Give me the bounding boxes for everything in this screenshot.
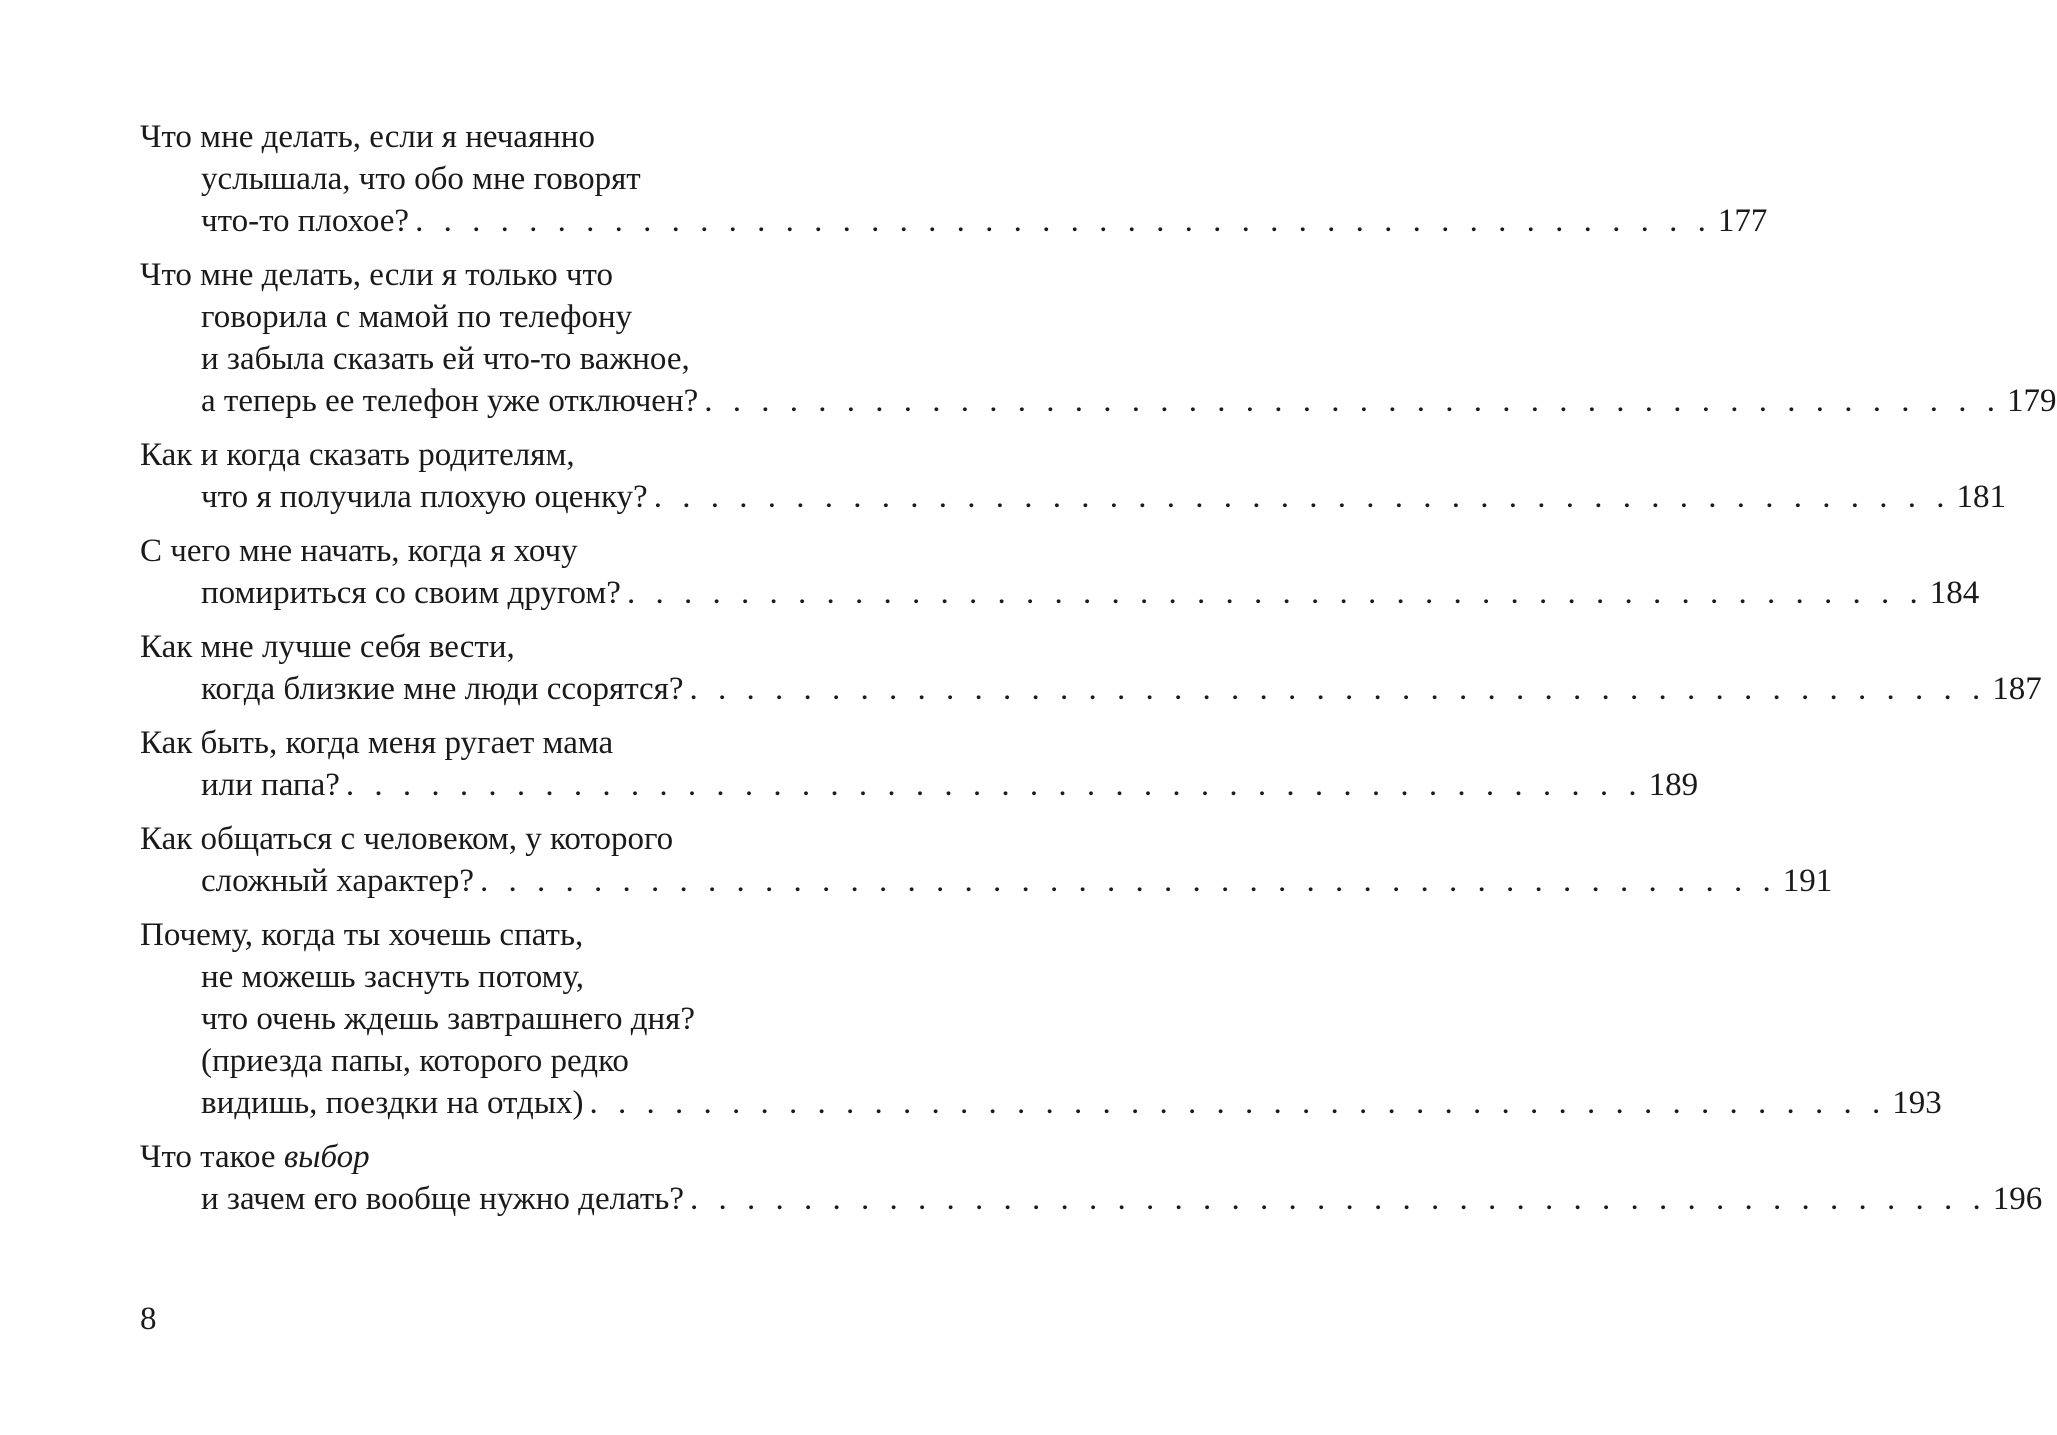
- toc-entry-title: Как и когда сказать родителям,: [140, 437, 575, 473]
- toc-entry-title-end: что-то плохое?: [201, 203, 410, 239]
- toc-page-number: 181: [1956, 479, 2006, 515]
- toc-page-number: 187: [1992, 671, 2042, 707]
- toc-entry: [140, 434, 2006, 518]
- dot-leader: . . . . . . . . . . . . . . . . . . . . . . . . . . . . . . . . . . . . . . . . . . . . . .: [415, 203, 1712, 239]
- toc-entry-title-end: что я получила плохую оценку?: [201, 479, 648, 515]
- toc-entry-title: Как мне лучше себя вести,: [140, 629, 515, 665]
- toc-entry-title: Что мне делать, если я нечаянно: [140, 119, 595, 155]
- dot-leader: . . . . . . . . . . . . . . . . . . . . . . . . . . . . . . . . . . . . . . . . . . . . . .: [653, 479, 1951, 515]
- toc-entry-title-end: сложный характер?: [201, 863, 475, 899]
- toc-entry: [140, 818, 1833, 902]
- toc-entry-title-continued: и забыла сказать ей что-то важное,: [201, 341, 690, 377]
- toc-entry-title-end: когда близкие мне люди ссорятся?: [201, 671, 684, 707]
- dot-leader: . . . . . . . . . . . . . . . . . . . . . . . . . . . . . . . . . . . . . . . . . . . . . .: [626, 575, 1924, 611]
- page-number-footer: 8: [140, 1301, 157, 1337]
- toc-entry-title-end: и зачем его вообще нужно делать?: [201, 1181, 684, 1217]
- toc-entry-title-continued: услышала, что обо мне говорят: [201, 161, 641, 197]
- toc-page-number: 189: [1648, 767, 1699, 803]
- toc-entry-title-continued: что очень ждешь завтрашнего дня?: [201, 1001, 696, 1037]
- toc-entry-title: Как быть, когда меня ругает мама: [140, 725, 614, 761]
- toc-page-number: 184: [1929, 575, 1980, 611]
- toc-entry-last-line: [140, 476, 2006, 518]
- toc-entry-last-line: [140, 200, 1768, 242]
- toc-entry-title-end: помириться со своим другом?: [201, 575, 621, 611]
- toc-entry-last-line: [140, 1082, 1942, 1124]
- dot-leader: . . . . . . . . . . . . . . . . . . . . . . . . . . . . . . . . . . . . . . . . . . . . . .: [345, 767, 1643, 803]
- toc-entry: [140, 914, 1942, 1124]
- toc-entry-last-line: [140, 860, 1833, 902]
- toc-entry: [140, 530, 1980, 614]
- toc-page-number: 196: [1992, 1181, 2043, 1217]
- toc-entry-title: [140, 1136, 872, 1178]
- toc-entry-title-continued: говорила с мамой по телефону: [201, 299, 633, 335]
- toc-entry-title-continued: не можешь заснуть потому,: [201, 959, 584, 995]
- toc-entry-title: Что мне делать, если я только что: [140, 257, 613, 293]
- toc-entry-title-end: видишь, поездки на отдых): [201, 1085, 584, 1121]
- dot-leader: . . . . . . . . . . . . . . . . . . . . . . . . . . . . . . . . . . . . . . . . . . . . . .: [689, 671, 1987, 707]
- toc-entry-title-continued: (приезда папы, которого редко: [201, 1043, 629, 1079]
- toc-entry: [140, 722, 1699, 806]
- toc-page-number: 179: [2007, 383, 2057, 419]
- dot-leader: . . . . . . . . . . . . . . . . . . . . . . . . . . . . . . . . . . . . . . . . . . . . . .: [589, 1085, 1887, 1121]
- toc-entry-title: С чего мне начать, когда я хочу: [140, 533, 578, 569]
- dot-leader: . . . . . . . . . . . . . . . . . . . . . . . . . . . . . . . . . . . . . . . . . . . . . .: [704, 383, 2002, 419]
- toc-entry-title-end: или папа?: [201, 767, 340, 803]
- toc-entry-last-line: [140, 572, 1980, 614]
- dot-leader: . . . . . . . . . . . . . . . . . . . . . . . . . . . . . . . . . . . . . . . . . . . . . .: [689, 1181, 1987, 1217]
- toc-entry-title-emphasis: выбор: [283, 1139, 370, 1175]
- toc-entry-title: Почему, когда ты хочешь спать,: [140, 917, 584, 953]
- toc-entry-last-line: [140, 668, 2042, 710]
- toc-entry-title-plain: Что такое: [140, 1139, 284, 1175]
- toc-entry-last-line: [140, 764, 1699, 806]
- toc-entry-title: Как общаться с человеком, у которого: [140, 821, 674, 857]
- toc-entry: [140, 1136, 2043, 1220]
- toc-page-number: 191: [1782, 863, 1833, 899]
- toc-entry: [140, 626, 2042, 710]
- toc-entry: [140, 254, 2057, 422]
- table-of-contents: [140, 116, 2057, 1232]
- toc-entry-title-end: а теперь ее телефон уже отключен?: [201, 383, 699, 419]
- toc-entry: [140, 116, 1768, 242]
- toc-page-number: 193: [1892, 1085, 1942, 1121]
- toc-page-number: 177: [1717, 203, 1768, 239]
- toc-entry-last-line: [140, 380, 2057, 422]
- toc-entry-last-line: [140, 1178, 2043, 1220]
- dot-leader: . . . . . . . . . . . . . . . . . . . . . . . . . . . . . . . . . . . . . . . . . . . . . .: [480, 863, 1777, 899]
